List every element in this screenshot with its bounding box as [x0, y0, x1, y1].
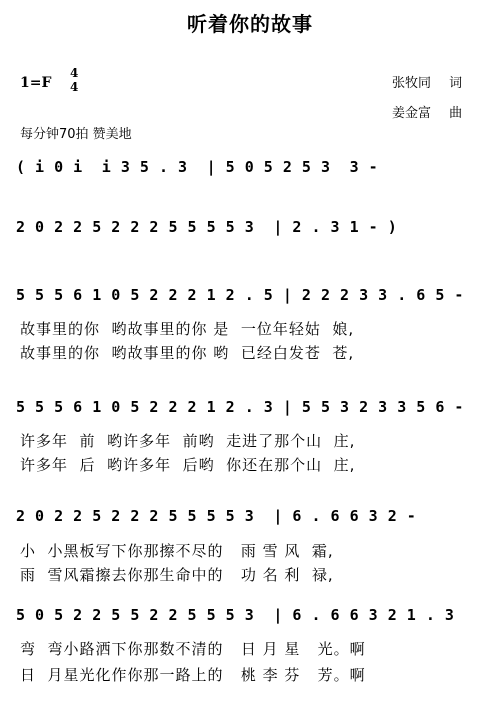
tempo-marking: 每分钟70拍 赞美地 — [20, 127, 132, 142]
lyric-line-5a: 小 小黑板写下你那擦不尽的 雨 雪 风 霜, — [20, 542, 334, 560]
staff-line-6: 5 0 5 2 2 5 5 2 2 5 5 5 3 | 6 . 6 6 3 2 1 . 3 — [16, 606, 464, 624]
composer-name: 姜金富 — [392, 106, 432, 121]
song-title: 听着你的故事 — [187, 12, 313, 36]
lyric-line-6a: 弯 弯小路洒下你那数不清的 日 月 星 光。啊 — [20, 640, 366, 658]
staff-line-4: 5 5 5 6 1 0 5 2 2 2 1 2 . 3 | 5 5 3 2 3 3 5 6 - — [16, 398, 474, 416]
staff-line-2: 2 0 2 2 5 2 2 2 5 5 5 5 3 | 2 . 3 1 - ) — [16, 218, 398, 236]
lyricist-credit — [392, 72, 462, 91]
lyric-line-3a: 故事里的你 哟故事里的你 是 一位年轻姑 娘, — [20, 320, 355, 338]
time-signature-bottom: 4 — [70, 80, 79, 94]
lyricist-role: 词 — [449, 76, 463, 91]
lyricist-name: 张牧同 — [392, 76, 432, 91]
composer-role: 曲 — [449, 106, 463, 121]
staff-line-1: ( i 0 i i 3 5 . 3 | 5 0 5 2 5 3 3 - — [16, 158, 388, 176]
key-signature: 1=F — [20, 75, 52, 91]
time-signature — [70, 66, 78, 94]
lyric-line-6b: 日 月星光化作你那一路上的 桃 李 芬 芳。啊 — [20, 666, 366, 684]
lyric-line-5b: 雨 雪风霜擦去你那生命中的 功 名 利 禄, — [20, 566, 334, 584]
lyric-line-4a: 许多年 前 哟许多年 前哟 走进了那个山 庄, — [20, 432, 356, 450]
lyric-line-4b: 许多年 后 哟许多年 后哟 你还在那个山 庄, — [20, 456, 356, 474]
staff-line-5: 2 0 2 2 5 2 2 2 5 5 5 5 3 | 6 . 6 6 3 2 - — [16, 507, 426, 525]
lyric-line-3b: 故事里的你 哟故事里的你 哟 已经白发苍 苍, — [20, 344, 355, 362]
composer-credit — [392, 102, 462, 121]
time-signature-top: 4 — [70, 66, 79, 80]
staff-line-3: 5 5 5 6 1 0 5 2 2 2 1 2 . 5 | 2 2 2 3 3 . 6 5 - — [16, 286, 474, 304]
